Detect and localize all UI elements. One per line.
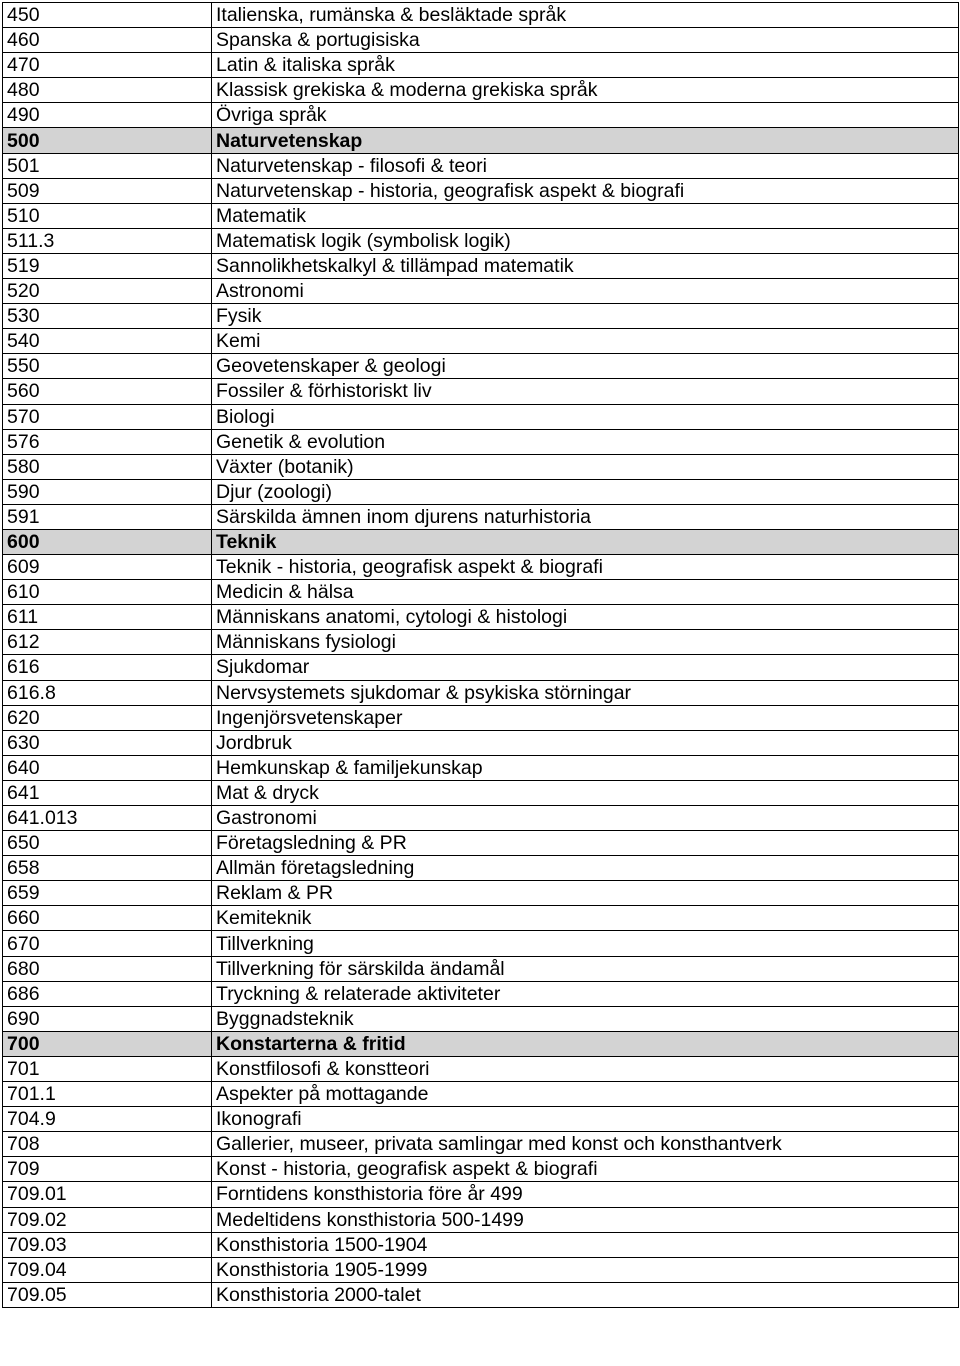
class-code: 540 bbox=[3, 329, 212, 354]
class-code: 709.04 bbox=[3, 1257, 212, 1282]
class-name: Klassisk grekiska & moderna grekiska språk bbox=[212, 78, 959, 103]
class-code: 670 bbox=[3, 931, 212, 956]
table-row bbox=[3, 3, 959, 28]
class-name: Matematik bbox=[212, 203, 959, 228]
class-name: Gastronomi bbox=[212, 806, 959, 831]
table-row bbox=[3, 956, 959, 981]
class-code: 630 bbox=[3, 730, 212, 755]
table-row bbox=[3, 881, 959, 906]
table-row bbox=[3, 1157, 959, 1182]
class-code: 641.013 bbox=[3, 806, 212, 831]
class-name: Naturvetenskap - filosofi & teori bbox=[212, 153, 959, 178]
table-row bbox=[3, 1182, 959, 1207]
class-name: Byggnadsteknik bbox=[212, 1006, 959, 1031]
class-code: 511.3 bbox=[3, 228, 212, 253]
table-row bbox=[3, 655, 959, 680]
class-code: 509 bbox=[3, 178, 212, 203]
class-name: Latin & italiska språk bbox=[212, 53, 959, 78]
class-name: Människans fysiologi bbox=[212, 630, 959, 655]
table-row bbox=[3, 906, 959, 931]
class-name: Hemkunskap & familjekunskap bbox=[212, 755, 959, 780]
class-code: 600 bbox=[3, 529, 212, 554]
class-name: Djur (zoologi) bbox=[212, 479, 959, 504]
class-code: 704.9 bbox=[3, 1107, 212, 1132]
class-name: Konstarterna & fritid bbox=[212, 1031, 959, 1056]
class-code: 660 bbox=[3, 906, 212, 931]
class-code: 609 bbox=[3, 555, 212, 580]
class-code: 470 bbox=[3, 53, 212, 78]
table-row bbox=[3, 931, 959, 956]
class-name: Ikonografi bbox=[212, 1107, 959, 1132]
class-name: Gallerier, museer, privata samlingar med konst och konsthantverk bbox=[212, 1132, 959, 1157]
table-row bbox=[3, 279, 959, 304]
class-code: 616 bbox=[3, 655, 212, 680]
class-code: 709.02 bbox=[3, 1207, 212, 1232]
class-code: 591 bbox=[3, 504, 212, 529]
class-name: Växter (botanik) bbox=[212, 454, 959, 479]
class-code: 690 bbox=[3, 1006, 212, 1031]
class-name: Geovetenskaper & geologi bbox=[212, 354, 959, 379]
class-code: 580 bbox=[3, 454, 212, 479]
class-name: Sannolikhetskalkyl & tillämpad matematik bbox=[212, 253, 959, 278]
table-row bbox=[3, 1132, 959, 1157]
class-name: Övriga språk bbox=[212, 103, 959, 128]
class-name: Företagsledning & PR bbox=[212, 831, 959, 856]
class-name: Biologi bbox=[212, 404, 959, 429]
table-row bbox=[3, 178, 959, 203]
class-name: Fossiler & förhistoriskt liv bbox=[212, 379, 959, 404]
table-row bbox=[3, 605, 959, 630]
class-code: 650 bbox=[3, 831, 212, 856]
class-code: 641 bbox=[3, 780, 212, 805]
class-name: Konsthistoria 1500-1904 bbox=[212, 1232, 959, 1257]
table-row bbox=[3, 1082, 959, 1107]
table-row bbox=[3, 680, 959, 705]
table-row bbox=[3, 856, 959, 881]
class-code: 620 bbox=[3, 705, 212, 730]
class-code: 510 bbox=[3, 203, 212, 228]
main-class-row bbox=[3, 1031, 959, 1056]
table-row bbox=[3, 203, 959, 228]
class-name: Teknik bbox=[212, 529, 959, 554]
class-code: 570 bbox=[3, 404, 212, 429]
class-code: 708 bbox=[3, 1132, 212, 1157]
class-name: Teknik - historia, geografisk aspekt & biografi bbox=[212, 555, 959, 580]
class-name: Jordbruk bbox=[212, 730, 959, 755]
table-row bbox=[3, 580, 959, 605]
class-code: 519 bbox=[3, 253, 212, 278]
table-row bbox=[3, 429, 959, 454]
class-name: Mat & dryck bbox=[212, 780, 959, 805]
class-code: 709.01 bbox=[3, 1182, 212, 1207]
class-name: Kemiteknik bbox=[212, 906, 959, 931]
class-name: Italienska, rumänska & besläktade språk bbox=[212, 3, 959, 28]
table-row bbox=[3, 1056, 959, 1081]
table-row bbox=[3, 1257, 959, 1282]
table-row bbox=[3, 404, 959, 429]
table-row bbox=[3, 730, 959, 755]
class-name: Forntidens konsthistoria före år 499 bbox=[212, 1182, 959, 1207]
class-name: Tryckning & relaterade aktiviteter bbox=[212, 981, 959, 1006]
class-code: 480 bbox=[3, 78, 212, 103]
class-name: Tillverkning för särskilda ändamål bbox=[212, 956, 959, 981]
table-row bbox=[3, 379, 959, 404]
table-row bbox=[3, 555, 959, 580]
class-name: Ingenjörsvetenskaper bbox=[212, 705, 959, 730]
class-name: Konsthistoria 1905-1999 bbox=[212, 1257, 959, 1282]
class-name: Reklam & PR bbox=[212, 881, 959, 906]
class-name: Aspekter på mottagande bbox=[212, 1082, 959, 1107]
class-name: Allmän företagsledning bbox=[212, 856, 959, 881]
table-row bbox=[3, 780, 959, 805]
class-name: Tillverkning bbox=[212, 931, 959, 956]
table-row bbox=[3, 329, 959, 354]
table-row bbox=[3, 103, 959, 128]
class-code: 520 bbox=[3, 279, 212, 304]
table-row bbox=[3, 1006, 959, 1031]
class-name: Fysik bbox=[212, 304, 959, 329]
class-name: Medeltidens konsthistoria 500-1499 bbox=[212, 1207, 959, 1232]
table-row bbox=[3, 454, 959, 479]
class-code: 709.03 bbox=[3, 1232, 212, 1257]
class-code: 686 bbox=[3, 981, 212, 1006]
class-code: 530 bbox=[3, 304, 212, 329]
class-name: Naturvetenskap bbox=[212, 128, 959, 153]
class-code: 576 bbox=[3, 429, 212, 454]
class-code: 611 bbox=[3, 605, 212, 630]
table-row bbox=[3, 354, 959, 379]
class-code: 610 bbox=[3, 580, 212, 605]
class-code: 700 bbox=[3, 1031, 212, 1056]
table-row bbox=[3, 981, 959, 1006]
table-row bbox=[3, 304, 959, 329]
class-name: Genetik & evolution bbox=[212, 429, 959, 454]
table-row bbox=[3, 53, 959, 78]
class-code: 709 bbox=[3, 1157, 212, 1182]
table-row bbox=[3, 630, 959, 655]
class-code: 500 bbox=[3, 128, 212, 153]
class-code: 658 bbox=[3, 856, 212, 881]
class-name: Konstfilosofi & konstteori bbox=[212, 1056, 959, 1081]
main-class-row bbox=[3, 529, 959, 554]
table-row bbox=[3, 705, 959, 730]
table-row bbox=[3, 1207, 959, 1232]
class-code: 616.8 bbox=[3, 680, 212, 705]
table-row bbox=[3, 153, 959, 178]
class-name: Matematisk logik (symbolisk logik) bbox=[212, 228, 959, 253]
table-row bbox=[3, 228, 959, 253]
class-code: 680 bbox=[3, 956, 212, 981]
table-row bbox=[3, 1232, 959, 1257]
class-code: 501 bbox=[3, 153, 212, 178]
class-code: 560 bbox=[3, 379, 212, 404]
classification-table-body bbox=[3, 3, 959, 1308]
table-row bbox=[3, 28, 959, 53]
class-name: Medicin & hälsa bbox=[212, 580, 959, 605]
class-code: 612 bbox=[3, 630, 212, 655]
main-class-row bbox=[3, 128, 959, 153]
class-code: 460 bbox=[3, 28, 212, 53]
class-code: 659 bbox=[3, 881, 212, 906]
class-name: Människans anatomi, cytologi & histologi bbox=[212, 605, 959, 630]
table-row bbox=[3, 806, 959, 831]
table-row bbox=[3, 78, 959, 103]
table-row bbox=[3, 1282, 959, 1307]
class-code: 640 bbox=[3, 755, 212, 780]
class-code: 590 bbox=[3, 479, 212, 504]
class-name: Särskilda ämnen inom djurens naturhistoria bbox=[212, 504, 959, 529]
table-row bbox=[3, 504, 959, 529]
class-name: Konsthistoria 2000-talet bbox=[212, 1282, 959, 1307]
class-name: Astronomi bbox=[212, 279, 959, 304]
class-name: Sjukdomar bbox=[212, 655, 959, 680]
class-code: 701.1 bbox=[3, 1082, 212, 1107]
class-code: 701 bbox=[3, 1056, 212, 1081]
class-name: Konst - historia, geografisk aspekt & biografi bbox=[212, 1157, 959, 1182]
class-code: 490 bbox=[3, 103, 212, 128]
class-name: Spanska & portugisiska bbox=[212, 28, 959, 53]
table-row bbox=[3, 755, 959, 780]
classification-table bbox=[2, 2, 959, 1308]
class-name: Nervsystemets sjukdomar & psykiska störningar bbox=[212, 680, 959, 705]
class-code: 550 bbox=[3, 354, 212, 379]
class-code: 709.05 bbox=[3, 1282, 212, 1307]
table-row bbox=[3, 831, 959, 856]
class-name: Kemi bbox=[212, 329, 959, 354]
table-row bbox=[3, 1107, 959, 1132]
class-code: 450 bbox=[3, 3, 212, 28]
table-row bbox=[3, 479, 959, 504]
table-row bbox=[3, 253, 959, 278]
class-name: Naturvetenskap - historia, geografisk aspekt & biografi bbox=[212, 178, 959, 203]
